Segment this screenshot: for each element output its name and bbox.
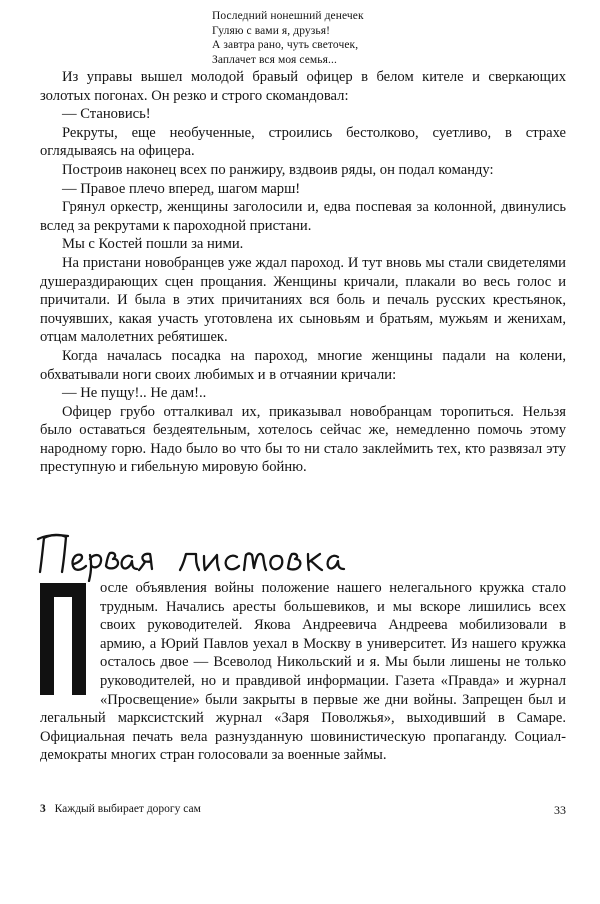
running-title: Каждый выбирает дорогу сам	[54, 803, 201, 815]
paragraph: Мы с Костей пошли за ними.	[62, 236, 244, 253]
poem-line: А завтра рано, чуть светочек,	[212, 39, 359, 51]
poem-line: Последний нонешний денечек	[212, 10, 364, 22]
handwritten-title-artwork	[34, 528, 354, 582]
page-footer	[40, 803, 566, 815]
epigraph-poem	[212, 9, 364, 67]
chapter-paragraph: осле объявления войны положение нашего нелегального кружка стало трудным. Начались аресты большевиков, и мы вскоре лишились всех своих руководителей. Якова Андреевича Андреева мобилизовали в армию, а Юрий Павлов уехал в Москву в университет. Из нашего кружка осталось двое — Всеволод Никольский и я. Мы были лишены не только руководителей, но и правдивой информации. Газета «Правда» и журнал «Просвещение» были закрыты в первые же дни войны. Запрещен был и легальный марксистский журнал «Заря Поволжья», выходивший в Самаре. Официальная печать вела разнузданную шовинистическую пропаганду. Социал-демократы многих стран голосовали за военные займы.	[40, 580, 566, 764]
signature-number: 3	[40, 803, 46, 815]
paragraph: — Правое плечо вперед, шагом марш!	[62, 180, 301, 197]
paragraph: На пристани новобранцев уже ждал пароход. И тут вновь мы стали свидетелями душераздирающих сцен прощания. Женщины кричали, плакали во весь голос и причитали. И была в этих причитаниях вся боль и печаль русских крестьянок, почуявших, какая участь уготовлена их сыновьям и братьям, мужьям и женихам, отцам малолетних ребятишек.	[40, 254, 566, 346]
paragraph: Из управы вышел молодой бравый офицер в белом кителе и сверкающих золотых погонах. Он резко и строго скомандовал:	[40, 69, 566, 104]
chapter-opening	[40, 579, 566, 765]
poem-line: Гуляю с вами я, друзья!	[212, 24, 331, 37]
paragraph: Рекруты, еще необученные, строились бестолково, суетливо, в страхе оглядываясь на офицера.	[40, 124, 566, 160]
paragraph: Грянул оркестр, женщины заголосили и, едва поспевая за колонной, двинулись вслед за рекрутами к пароходной пристани.	[40, 199, 566, 234]
section-heading	[34, 528, 354, 582]
page-number: 33	[554, 803, 566, 817]
paragraph: Офицер грубо отталкивал их, приказывал новобранцам торопиться. Нельзя было оставаться бездеятельным, хотелось сейчас же, немедленно помочь этому народному горю. Надо было во что бы то ни стало заклеймить тех, кто развязал эту преступную и гибельную мировую бойню.	[40, 403, 566, 476]
paragraph: — Становись!	[62, 106, 151, 123]
drop-cap-right-stem	[72, 583, 86, 695]
poem-line: Заплачет вся моя семья...	[212, 53, 337, 66]
drop-cap-left-stem	[40, 583, 54, 695]
body-text	[40, 68, 566, 477]
paragraph: Когда началась посадка на пароход, многие женщины падали на колени, обхватывали ноги своих любимых и в отчаянии кричали:	[40, 347, 566, 383]
paragraph: Построив наконец всех по ранжиру, вздвоив ряды, он подал команду:	[62, 161, 494, 178]
drop-cap	[40, 583, 86, 695]
paragraph: — Не пущу!.. Не дам!..	[62, 385, 207, 402]
